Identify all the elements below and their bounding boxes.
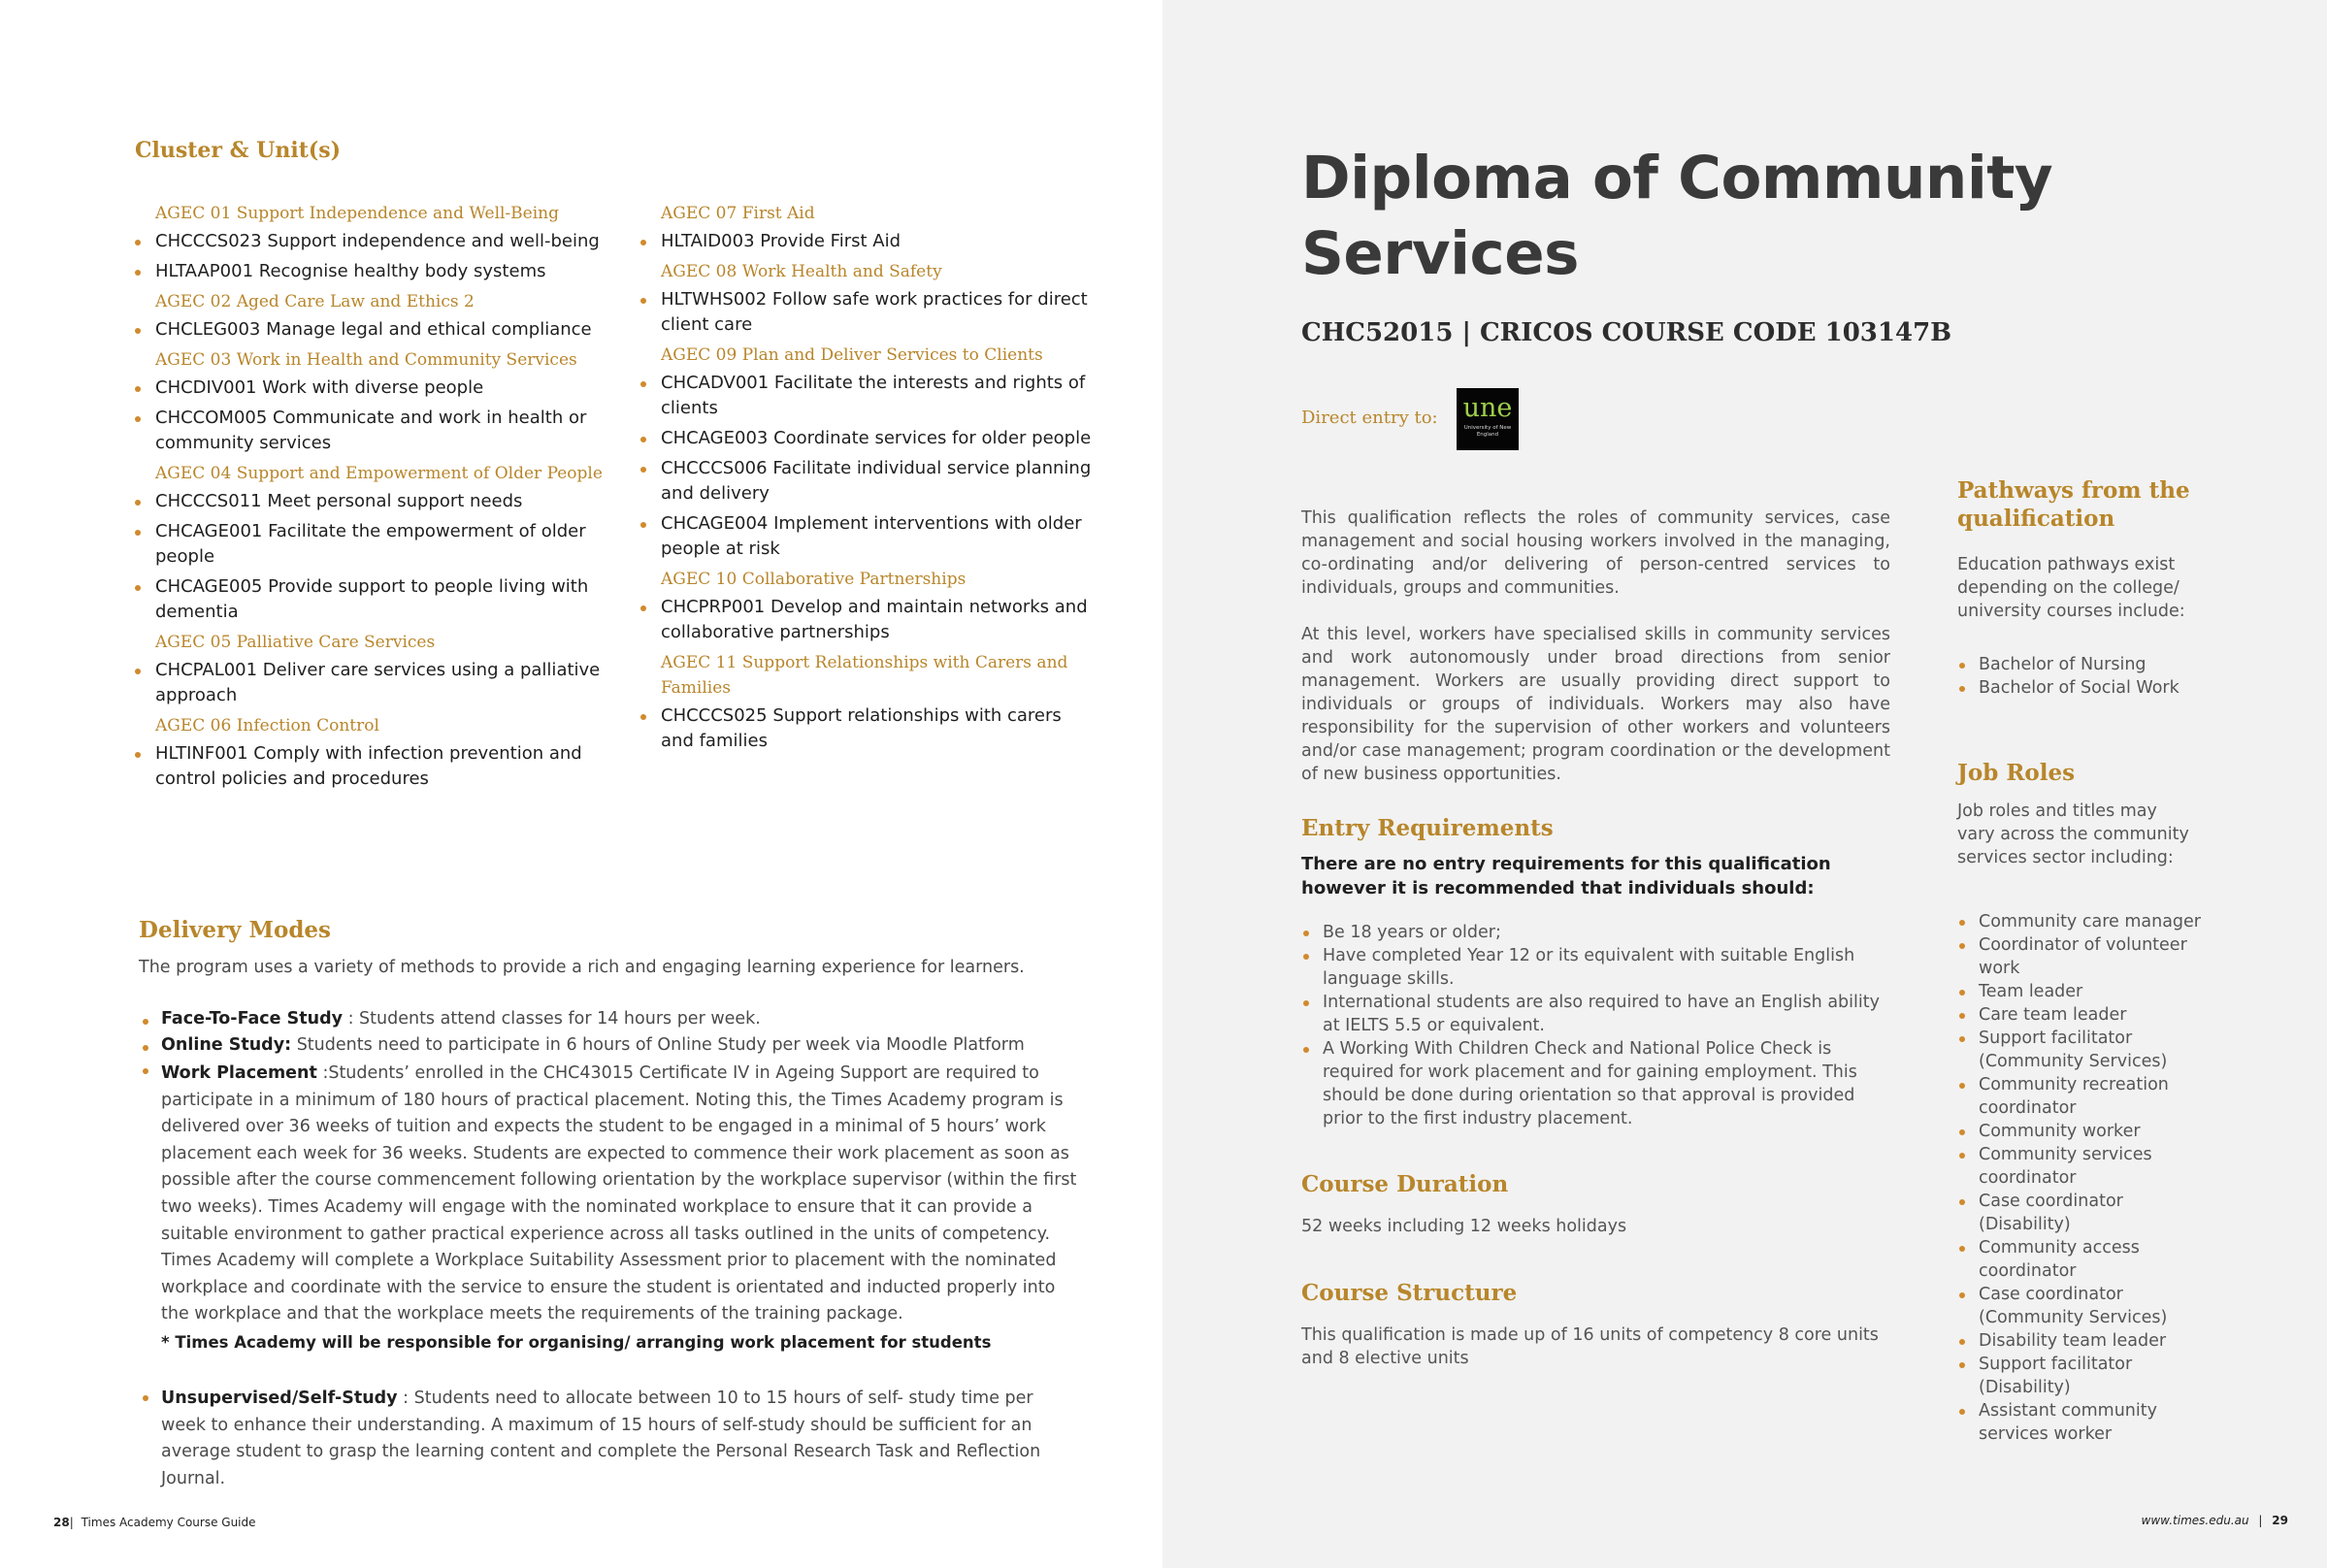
unit-item: CHCLEG003 Manage legal and ethical compliance [135,317,620,343]
une-logo [1457,388,1519,450]
entry-lead: There are no entry requirements for this qualification however it is recommended that individuals should: [1301,854,1831,898]
cluster-title: AGEC 08 Work Health and Safety [661,262,942,281]
footer-separator: | [69,1516,74,1529]
job-role-item: Community access coordinator [1957,1236,2219,1283]
online-label: Online Study: [161,1035,292,1055]
website-link[interactable]: www.times.edu.au [2141,1514,2249,1527]
unit-item: CHCCCS011 Meet personal support needs [135,489,620,514]
online-text: Students need to participate in 6 hours of Online Study per week via Moodle Platform [291,1035,1025,1055]
work-placement-label: Work Placement [161,1063,317,1083]
cluster-title: AGEC 07 First Aid [661,204,815,223]
work-placement-text: :Students’ enrolled in the CHC43015 Certificate IV in Ageing Support are required to participate in a minimum of 180 hours of practical placement. Noting this, the Times Academy program is delivered over 36 weeks of tuition and expects the student to be engaged in a minimal of 5 hours’ work placement each week for 36 weeks. Students are expected to commence their work placement as soon as possible after the course commencement following orientation by the workplace supervisor (within the first two weeks). Times Academy will engage with the nominated workplace to ensure that it can provide a suitable environment to gather practical experience across all tasks outlined in the units of competency. Times Academy will complete a Workplace Suitability Assessment prior to placement with the nominated workplace and coordinate with the service to ensure the student is orientated and inducted properly into the workplace and that the workplace meets the requirements of the training package. [161,1063,1077,1324]
logo-wordmark: une [1462,393,1513,423]
self-study-label: Unsupervised/Self-Study [161,1388,398,1408]
pathway-item: Bachelor of Nursing [1957,653,2210,676]
unit-item: CHCAGE005 Provide support to people living with dementia [135,574,620,625]
delivery-online [161,1032,1073,1060]
job-role-item: Community worker [1957,1120,2219,1143]
cluster-title: AGEC 01 Support Independence and Well-Being [155,204,560,223]
unit-item: CHCPAL001 Deliver care services using a palliative approach [135,658,620,708]
entry-list [1301,921,1893,1130]
course-structure-text: This qualification is made up of 16 units of competency 8 core units and 8 elective units [1301,1325,1879,1368]
bullet-dot [143,1045,148,1051]
job-role-item: Case coordinator (Disability) [1957,1190,2219,1236]
unit-item: CHCCCS023 Support independence and well-being [135,229,620,254]
job-roles-heading: Job Roles [1957,760,2076,786]
intro-paragraph-2: At this level, workers have specialised skills in community services and work autonomously under broad directions from senior management. Workers are usually providing direct support to individuals or groups of individuals. Workers may also have responsibility for the supervision of other workers and volunteers and/or case management; program coordination or the development of new business opportunities. [1301,625,1890,784]
cluster-title: AGEC 06 Infection Control [155,716,379,735]
job-role-item: Care team leader [1957,1003,2219,1027]
entry-requirement-item: A Working With Children Check and National Police Check is required for work placement and for gaining employment. This should be done during orientation so that approval is provided prior to the first industry placement. [1301,1037,1893,1130]
entry-requirement-item: Have completed Year 12 or its equivalent with suitable English language skills. [1301,944,1893,991]
job-role-item: Team leader [1957,980,2219,1003]
entry-requirement-item: Be 18 years or older; [1301,921,1893,944]
footer-right [2142,1514,2288,1527]
unit-item: CHCPRP001 Develop and maintain networks and collaborative partnerships [640,595,1097,645]
course-duration-heading: Course Duration [1301,1171,1509,1197]
direct-entry-label: Direct entry to: [1301,408,1438,428]
job-role-item: Community care manager [1957,910,2219,933]
logo-caption: University of New England [1463,425,1512,438]
self-study-text: : Students need to allocate between 10 to 15 hours of self- study time per week to enhance their understanding. A maximum of 15 hours of self-study should be sufficient for an average student to grasp the learning content and complete the Personal Research Task and Reflection Journal. [161,1388,1041,1488]
job-role-item: Disability team leader [1957,1329,2219,1353]
unit-item: CHCAGE001 Facilitate the empowerment of older people [135,519,620,570]
cluster-column-1 [135,198,620,797]
job-role-item: Case coordinator (Community Services) [1957,1283,2219,1329]
job-role-item: Community recreation coordinator [1957,1073,2219,1120]
job-role-item: Coordinator of volunteer work [1957,933,2219,980]
course-code: CHC52015 | CRICOS COURSE CODE 103147B [1301,318,1952,347]
pathways-text: Education pathways exist depending on the college/ university courses include: [1957,555,2185,621]
guide-name: Times Academy Course Guide [81,1516,256,1529]
job-role-item: Support facilitator (Community Services) [1957,1027,2219,1073]
cluster-column-2 [640,198,1097,759]
entry-requirement-item: International students are also required to have an English ability at IELTS 5.5 or equivalent. [1301,991,1893,1037]
unit-item: CHCCCS025 Support relationships with carers and families [640,703,1097,754]
left-page-number: 28 [53,1516,70,1529]
pathways-heading: Pathways from the qualification [1957,477,2190,532]
cluster-title: AGEC 09 Plan and Deliver Services to Clients [661,345,1043,365]
unit-item: HLTAAP001 Recognise healthy body systems [135,259,620,284]
face-to-face-label: Face-To-Face Study [161,1009,344,1029]
right-page-number: 29 [2272,1514,2288,1527]
unit-item: CHCCOM005 Communicate and work in health or community services [135,406,620,456]
entry-requirements-heading: Entry Requirements [1301,815,1554,841]
job-roles-text: Job roles and titles may vary across the community services sector including: [1957,801,2189,867]
job-role-item: Assistant community services worker [1957,1399,2219,1446]
course-structure-heading: Course Structure [1301,1280,1518,1306]
footer-separator: | [2258,1514,2263,1527]
bullet-dot [143,1019,148,1025]
delivery-intro: The program uses a variety of methods to provide a rich and engaging learning experience for learners. [139,958,1025,977]
work-placement-note: * Times Academy will be responsible for organising/ arranging work placement for students [161,1333,992,1352]
intro-paragraph-1: This qualification reflects the roles of community services, case management and social housing workers involved in the managing, co-ordinating and/or delivering of person-centred services to individuals, groups and communities. [1301,508,1890,598]
cluster-title: AGEC 05 Palliative Care Services [155,633,436,652]
unit-item: CHCDIV001 Work with diverse people [135,376,620,401]
face-to-face-text: : Students attend classes for 14 hours per week. [343,1009,761,1029]
unit-item: CHCCCS006 Facilitate individual service planning and delivery [640,456,1097,506]
course-duration-text: 52 weeks including 12 weeks holidays [1301,1217,1627,1236]
cluster-title: AGEC 10 Collaborative Partnerships [661,570,967,589]
unit-item: CHCAGE003 Coordinate services for older people [640,426,1097,451]
job-roles-list [1957,910,2219,1446]
pathway-item: Bachelor of Social Work [1957,676,2210,700]
pathways-list [1957,653,2210,700]
cluster-title: AGEC 02 Aged Care Law and Ethics 2 [155,292,475,311]
bullet-dot [143,1068,148,1074]
unit-item: CHCAGE004 Implement interventions with older people at risk [640,511,1097,562]
cluster-title: AGEC 03 Work in Health and Community Services [155,350,577,370]
job-role-item: Community services coordinator [1957,1143,2219,1190]
unit-item: HLTINF001 Comply with infection prevention and control policies and procedures [135,741,620,792]
unit-item: HLTWHS002 Follow safe work practices for direct client care [640,287,1097,338]
footer-left [53,1516,256,1529]
unit-item: CHCADV001 Facilitate the interests and rights of clients [640,371,1097,421]
delivery-face-to-face [161,1006,1073,1033]
cluster-heading: Cluster & Unit(s) [135,138,342,163]
cluster-title: AGEC 11 Support Relationships with Carers and Families [661,653,1068,698]
delivery-self-study [161,1386,1083,1492]
job-role-item: Support facilitator (Disability) [1957,1353,2219,1399]
cluster-title: AGEC 04 Support and Empowerment of Older People [155,464,603,483]
unit-item: HLTAID003 Provide First Aid [640,229,1097,254]
delivery-modes-heading: Delivery Modes [139,917,332,943]
bullet-dot [143,1395,148,1401]
page-title: Diploma of Community Services [1301,144,2053,288]
delivery-work-placement [161,1061,1083,1328]
